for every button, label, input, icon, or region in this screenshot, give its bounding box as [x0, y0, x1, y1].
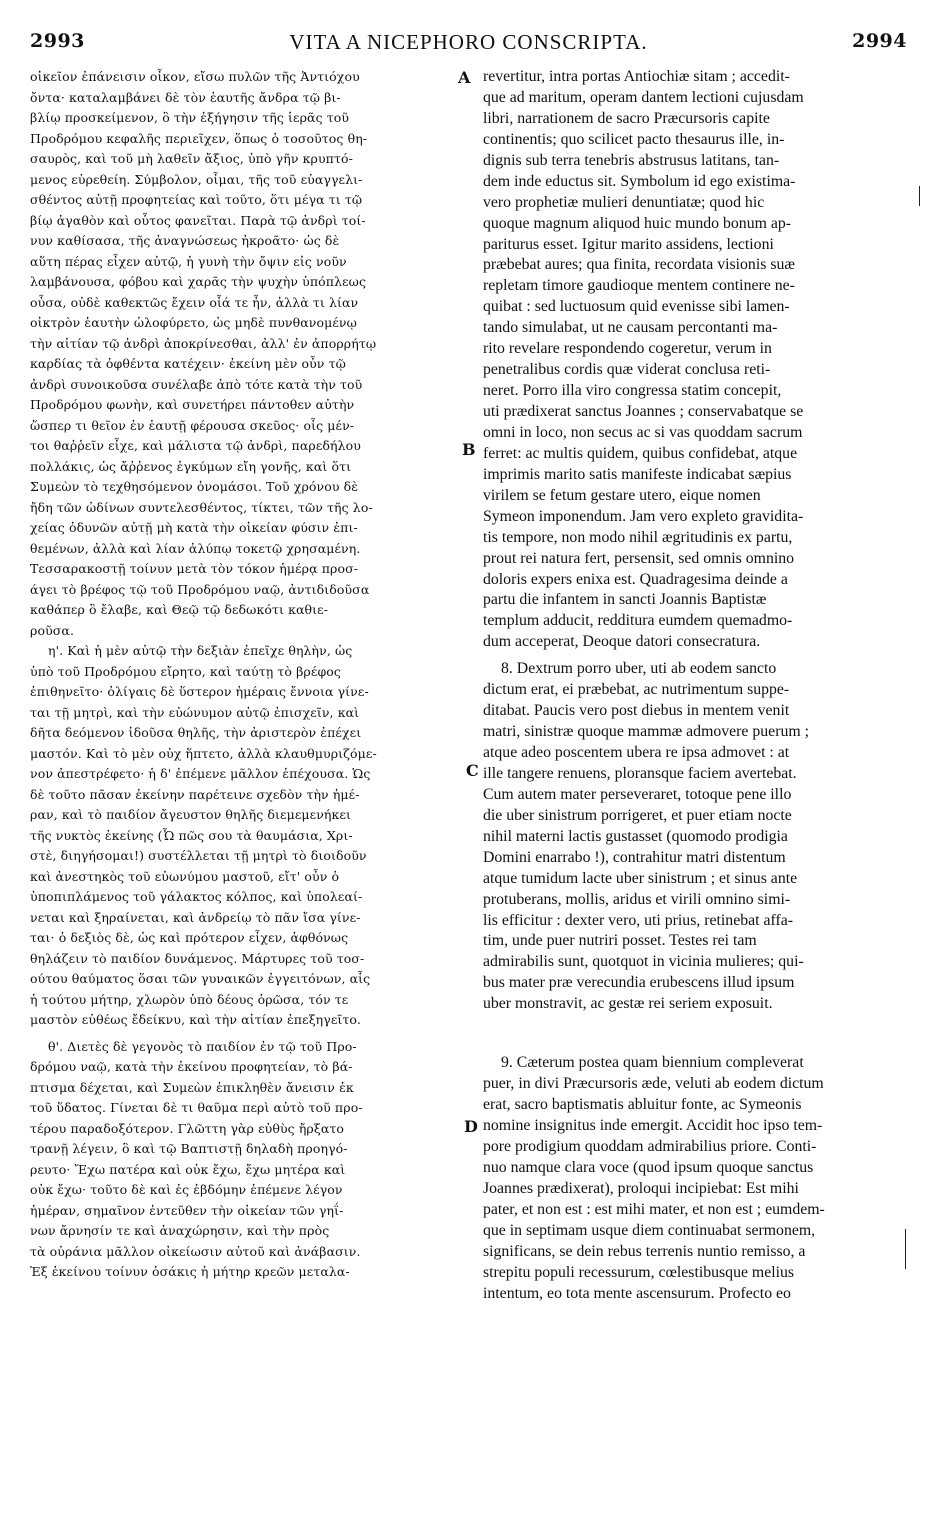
- text-line: ούτου θαύματος ὅσαι τῶν γυναικῶν ἐγγειτόνων, αἷς: [30, 971, 371, 986]
- text-line: Τεσσαρακοστῇ τοίνυν μετὰ τὸν τόκον ἡμέρᾳ προσ-: [30, 561, 359, 576]
- text-line: ἡ τούτου μήτηρ, χλωρὸν ὑπὸ δέους ὁρῶσα, τόν τε: [30, 991, 349, 1007]
- text-line: δρόμου ναῷ, κατὰ τὴν ἐκείνου προφητείαν, τὸ βά-: [30, 1059, 353, 1074]
- text-line: pater, et non est : est mihi mater, et non est ; eumdem-: [483, 1200, 825, 1218]
- text-line: δὲ τοῦτο πᾶσαν ἐκείνην παρέτεινε σχεδὸν τὴν ἡμέ-: [30, 786, 360, 802]
- text-line: tis tempore, non modo nihil ægritudinis ex partu,: [483, 528, 793, 546]
- text-line: vero prophetiæ mulieri denuntiatæ; quod hic: [483, 193, 765, 211]
- text-line: τὰ οὐράνια μᾶλλον οἰκείωσιν αὐτοῦ καὶ ἀνάβασιν.: [30, 1243, 361, 1259]
- text-line: άγει τὸ βρέφος τῷ τοῦ Προδρόμου ναῷ, ἀντιδιδοῦσα: [30, 581, 370, 597]
- text-line: οὐκ ἔχω· τοῦτο δὲ καὶ ἐς ἑβδόμην ἐπέμενε λέγον: [30, 1182, 343, 1197]
- text-line: dum acceperat, Deoque datori consecratura.: [483, 633, 761, 651]
- text-line: ὄντα· καταλαμβάνει δὲ τὸν ἑαυτῆς ἄνδρα τῷ βι-: [30, 89, 341, 105]
- text-line: τὴν αἰτίαν τῷ ἀνδρὶ ἀποκρίνεσθαι, ἀλλ' ἐν ἀπορρήτῳ: [30, 335, 377, 351]
- text-line: ροῦσα.: [30, 622, 75, 638]
- text-line: θηλάζειν τὸ παιδίον δυνάμενος. Μάρτυρες τοῦ τοσ-: [30, 950, 365, 966]
- page-number-right: 2994: [852, 30, 907, 52]
- margin-marker-c: C: [466, 761, 479, 780]
- text-line: Ἐξ ἐκείνου τοίνυν ὁσάκις ἡ μήτηρ κρεῶν μεταλα-: [30, 1264, 350, 1279]
- margin-rule: [919, 186, 920, 206]
- text-line: repletam timore gaudioque mentem continere ne-: [483, 277, 795, 295]
- text-line: τέρου παραδοξότερον. Γλῶττη γὰρ εὐθὺς ἤρξατο: [30, 1120, 345, 1136]
- text-line: que ad maritum, operam dantem lectioni cujusdam: [483, 88, 804, 106]
- text-line: νεται καὶ ξηραίνεται, καὶ ἀνδρείῳ τὸ πᾶν ἴσα γίνε-: [30, 909, 361, 925]
- text-line: νων ἄρνησίν τε καὶ ἀναχώρησιν, καὶ τὴν πρὸς: [30, 1223, 330, 1238]
- text-line: 9. Cæterum postea quam biennium compleverat: [501, 1054, 804, 1072]
- text-line: ὥσπερ τι θεῖον ἐν ἑαυτῇ φέρουσα σκεῦος· οἷς μέν-: [30, 417, 355, 433]
- text-line: στὲ, διηγήσομαι!) συστέλλεται τῇ μητρὶ τὸ διοιδοῦν: [30, 848, 367, 863]
- text-line: templum adducit, redditura eumdem quemadmo-: [483, 612, 793, 630]
- text-line: partu die infantem in sancti Joannis Baptistæ: [483, 591, 767, 609]
- text-line: atque tumidum lacte uber sinistrum ; et sinus ante: [483, 869, 798, 887]
- text-line: bus mater præ verecundia erubescens illud ipsum: [483, 974, 795, 992]
- text-line: nomine insignitus inde emergit. Accidit hoc ipso tem-: [483, 1117, 823, 1134]
- text-line: σθέντος αὐτῇ προφητείας καὶ τοῦτο, ὅτι μέγα τι τῷ: [30, 192, 363, 207]
- margin-rule: [905, 1229, 906, 1269]
- text-line: tim, unde puer nutriri posset. Testes rei tam: [483, 932, 757, 950]
- text-line: virilem se fetum gestare utero, eique nomen: [483, 486, 761, 504]
- text-line: matri, sinistræ quoque mammæ admovere puerum ;: [483, 723, 809, 741]
- text-line: δῆτα δεόμενον ἰδοῦσα θηλῆς, τὴν ἀριστερὸν ἐπέχει: [30, 725, 362, 740]
- text-line: σαυρὸς, καὶ τοῦ μὴ λαθεῖν ἄξιος, ὑπὸ γῆν κρυπτό-: [30, 151, 353, 166]
- text-line: τοῦ ὕδατος. Γίνεται δὲ τι θαῦμα περὶ αὐτὸ τοῦ προ-: [30, 1100, 363, 1115]
- text-line: lis efficitur : dexter vero, uti prius, retinebat affa-: [483, 911, 793, 929]
- text-line: pariturus esset. Igitur marito assidens, lectioni: [483, 235, 774, 253]
- text-line: dignis sub terra tenebris abstrusus latitans, tan-: [483, 151, 780, 169]
- text-line: Domini enarrabo !), contrahitur matri distentum: [483, 848, 786, 866]
- text-line: quoque magnum aliquod huic mundo bonum ap-: [483, 214, 791, 232]
- text-line: τῆς νυκτὸς ἐκείνης (Ὦ πῶς σου τὰ θαυμάσια, Χρι-: [30, 827, 353, 843]
- text-line: χείας ὀδυνῶν αὐτῇ μὴ κατὰ τὴν οἰκείαν φύσιν ἐπι-: [30, 520, 358, 535]
- text-line: neret. Porro illa viro congressa statim concepit,: [483, 382, 782, 400]
- text-line: admirabilis sunt, quotquot in vicinia mulieres; qui-: [483, 953, 804, 971]
- text-line: Cum autem mater perseveraret, totoque pene illo: [483, 785, 792, 803]
- text-line: atque adeo poscentem ubera re ipsa admovet : at: [483, 744, 790, 761]
- margin-marker-d: D: [464, 1117, 478, 1136]
- text-line: tando simulabat, ut ne causam percontanti ma-: [483, 319, 778, 337]
- text-line: ἤδη τῶν ὠδίνων συντελεσθέντος, τίκτει, τῶν τῆς λο-: [30, 499, 373, 515]
- text-line: strepitu populi recessurum, cœlestibusque melius: [483, 1263, 795, 1281]
- text-line: uber monstravit, ac gestæ rei seriem exposuit.: [483, 995, 773, 1013]
- text-line: Προδρόμου φωνὴν, καὶ συνετήρει πάντοθεν αὐτὴν: [30, 397, 355, 412]
- text-line: 8. Dextrum porro uber, uti ab eodem sancto: [501, 660, 777, 678]
- text-line: que in septimam usque diem continuabat sermonem,: [483, 1221, 816, 1239]
- text-line: πολλάκις, ὡς ἄῤῥενος ἐγκύμων εἴη γονῆς, καὶ ὅτι: [30, 458, 352, 474]
- text-line: βίῳ ἀγαθὸν καὶ οὗτος φανεῖται. Παρὰ τῷ ἀνδρὶ τοί-: [30, 212, 366, 228]
- text-line: ἀνδρὶ συνοικοῦσα συνέλαβε ἀπὸ τότε κατὰ τὴν τοῦ: [30, 376, 363, 392]
- running-title: VITA A NICEPHORO CONSCRIPTA.: [289, 30, 648, 54]
- text-line: revertitur, intra portas Antiochiæ sitam ; accedit-: [483, 68, 790, 85]
- text-line: protuberans, mollis, aridus et virili omnino simi-: [483, 890, 791, 908]
- text-line: οἰκεῖον ἐπάνεισιν οἶκον, εἴσω πυλῶν τῆς Ἀντιόχου: [30, 69, 360, 84]
- text-line: ται· ὁ δεξιὸς δὲ, ὡς καὶ πρότερον εἶχεν, ἀφθόνως: [30, 930, 349, 945]
- text-line: η'. Καὶ ἡ μὲν αὐτῷ τὴν δεξιὰν ἐπεῖχε θηλὴν, ὡς: [48, 643, 353, 658]
- text-line: θεμένων, ἀλλὰ καὶ λίαν ἀλύπῳ τοκετῷ χρησαμένη.: [30, 540, 361, 556]
- text-line: καὶ ἀνεστηκὸς τοῦ εὐωνύμου μαστοῦ, εἴτ' οὖν ὁ: [30, 868, 340, 884]
- text-line: μαστόν. Καὶ τὸ μὲν οὐχ ἥπτετο, ἀλλὰ κλαυθμυριζόμε-: [30, 745, 377, 761]
- text-line: πτισμα δέχεται, καὶ Συμεὼν ἐπικληθὲν ἄνεισιν ἐκ: [30, 1079, 354, 1095]
- text-line: ditabat. Paucis vero post diebus in mentem venit: [483, 702, 790, 720]
- text-line: ferret: ac multis quidem, quibus confidebat, atque: [483, 444, 798, 462]
- text-line: οἰκτρὸν ἑαυτὴν ὠλοφύρετο, ὡς μηδὲ πυνθανομένῳ: [30, 315, 357, 330]
- text-line: οὖσα, οὐδὲ καθεκτῶς ἔχειν οἷά τε ἦν, ἀλλὰ τι λίαν: [30, 294, 359, 310]
- text-line: præbebat aures; qua finita, recordata visionis suæ: [483, 256, 795, 274]
- text-line: die uber sinistrum porrigeret, et puer etiam nocte: [483, 806, 792, 824]
- text-line: λαμβάνουσα, φόβου καὶ χαρᾶς τὴν ψυχὴν ὑπόπλεως: [30, 274, 367, 289]
- text-line: ται τῇ μητρὶ, καὶ τὴν εὐώνυμον αὐτῷ ἐπισχεῖν, καὶ: [30, 704, 360, 720]
- text-line: θ'. Διετὲς δὲ γεγονὸς τὸ παιδίον ἐν τῷ τοῦ Προ-: [48, 1038, 357, 1054]
- running-header: [30, 30, 907, 62]
- text-line: βλίῳ προσκείμενον, ὃ τὴν ἐξήγησιν τῆς ἱερᾶς τοῦ: [30, 110, 350, 125]
- text-line: ille tangere renuens, ploransque faciem avertebat.: [483, 764, 797, 782]
- text-line: intentum, eo tota mente ascensurum. Profecto eo: [483, 1284, 791, 1302]
- text-line: continentis; quo scilicet pacto thesaurus ille, in-: [483, 130, 785, 148]
- text-line: Joannes prædixerat), proloqui incipiebat: Est mihi: [483, 1179, 799, 1197]
- text-line: dictum erat, ei præbebat, ac nutrimentum suppe-: [483, 681, 790, 699]
- text-line: μενος εὑρεθείη. Σύμβολον, οἶμαι, τῆς τοῦ εὐαγγελι-: [30, 171, 363, 187]
- text-line: τοι θαῤῥεῖν εἶχε, καὶ μάλιστα τῷ ἀνδρὶ, παρεδήλου: [30, 438, 361, 453]
- text-line: pore prodigium quoddam admirabilius priore. Conti-: [483, 1137, 817, 1155]
- text-line: ἡμέραν, σημαῖνον ἐντεῦθεν τὴν οἰκείαν τῶν γηΐ-: [30, 1202, 344, 1218]
- text-line: ραν, καὶ τὸ παιδίον ἄγευστον θηλῆς διεμεμενήκει: [30, 807, 351, 822]
- text-line: ὑποπιπλάμενος τοῦ γάλακτος κόλπος, καὶ ὑπολεαί-: [30, 889, 363, 904]
- text-line: καθάπερ ὃ ἔλαβε, καὶ Θεῷ τῷ δεδωκότι καθιε-: [30, 602, 329, 617]
- text-line: ρευτο· Ἔχω πατέρα καὶ οὐκ ἔχω, ἔχω μητέρα καὶ: [30, 1161, 346, 1177]
- text-line: omni in loco, non secus ac si vas quoddam sacrum: [483, 423, 803, 441]
- text-line: penetralibus cordis quæ viderat conclusa reti-: [483, 361, 771, 379]
- text-line: libri, narrationem de sacro Præcursoris capite: [483, 109, 770, 127]
- greek-text-column: [30, 67, 462, 1283]
- text-line: doloris expers enixa est. Quadragesima deinde a: [483, 570, 788, 588]
- page-number-left: 2993: [30, 30, 85, 52]
- text-line: αὕτη πέρας εἶχεν αὐτῷ, ἡ γυνὴ τὴν ὄψιν εἰς νοῦν: [30, 253, 347, 269]
- text-line: νον ἀπεστρέφετο· ἡ δ' ἐπέμενε μᾶλλον ἐπέχουσα. Ὡς: [30, 766, 371, 781]
- text-line: rito revelare respondendo cogeretur, verum in: [483, 340, 772, 358]
- text-line: καρδίας τὰ ὀφθέντα κατέχειν· ἐκείνη μὲν οὖν τῷ: [30, 356, 346, 371]
- text-line: quibat : sed luctuosum quid evenisse sibi lamen-: [483, 298, 790, 316]
- latin-text-column: [483, 67, 913, 1304]
- text-line: ὑπὸ τοῦ Προδρόμου εἴρητο, καὶ ταύτῃ τὸ βρέφος: [30, 663, 342, 679]
- text-line: νυν καθίσασα, τῆς ἀναγνώσεως ἠκροᾶτο· ὡς δὲ: [30, 233, 340, 248]
- text-line: puer, in divi Præcursoris æde, veluti ab eodem dictum: [483, 1075, 824, 1093]
- text-line: τρανῇ λέγειν, ὃ καὶ τῷ Βαπτιστῇ δηλαδὴ προηγό-: [30, 1141, 348, 1156]
- text-line: significans, se dein rebus terrenis nuntio remisso, a: [483, 1242, 806, 1260]
- text-line: imprimis marito satis manifeste indicabat sæpius: [483, 465, 792, 483]
- text-line: uti prædixerat sanctus Joannes ; conservabatque se: [483, 403, 804, 420]
- text-line: Συμεὼν τὸ τεχθησόμενον ὀνομάσοι. Τοῦ χρόνου δὲ: [30, 479, 359, 494]
- text-line: nihil materni lactis gustasset (quomodo prodigia: [483, 827, 788, 845]
- margin-marker-b: B: [462, 440, 476, 459]
- margin-marker-a: A: [458, 68, 471, 87]
- text-line: prout rei natura fert, persensit, sed omnis omnino: [483, 549, 795, 567]
- text-line: μαστὸν εὐθέως ἔδείκνυ, καὶ τὴν αἰτίαν ἐπεξηγεῖτο.: [30, 1012, 362, 1027]
- text-line: erat, sacro baptismatis abluitur fonte, ac Symeonis: [483, 1096, 802, 1114]
- paragraph-gap: [483, 1015, 913, 1053]
- text-line: Symeon imponendum. Jam vero expleto graviditа-: [483, 507, 804, 525]
- text-line: ἐπιθηνεῖτο· ὀλίγαις δὲ ὕστερον ἡμέραις ἔννοια γίνε-: [30, 684, 369, 699]
- text-line: dem inde eductus sit. Symbolum id ego existima-: [483, 172, 796, 190]
- text-line: Προδρόμου κεφαλῆς περιεῖχεν, ὅπως ὁ τοσοῦτος θη-: [30, 130, 368, 146]
- text-line: nuo namque clara voce (quod ipsum quoque sanctus: [483, 1158, 814, 1176]
